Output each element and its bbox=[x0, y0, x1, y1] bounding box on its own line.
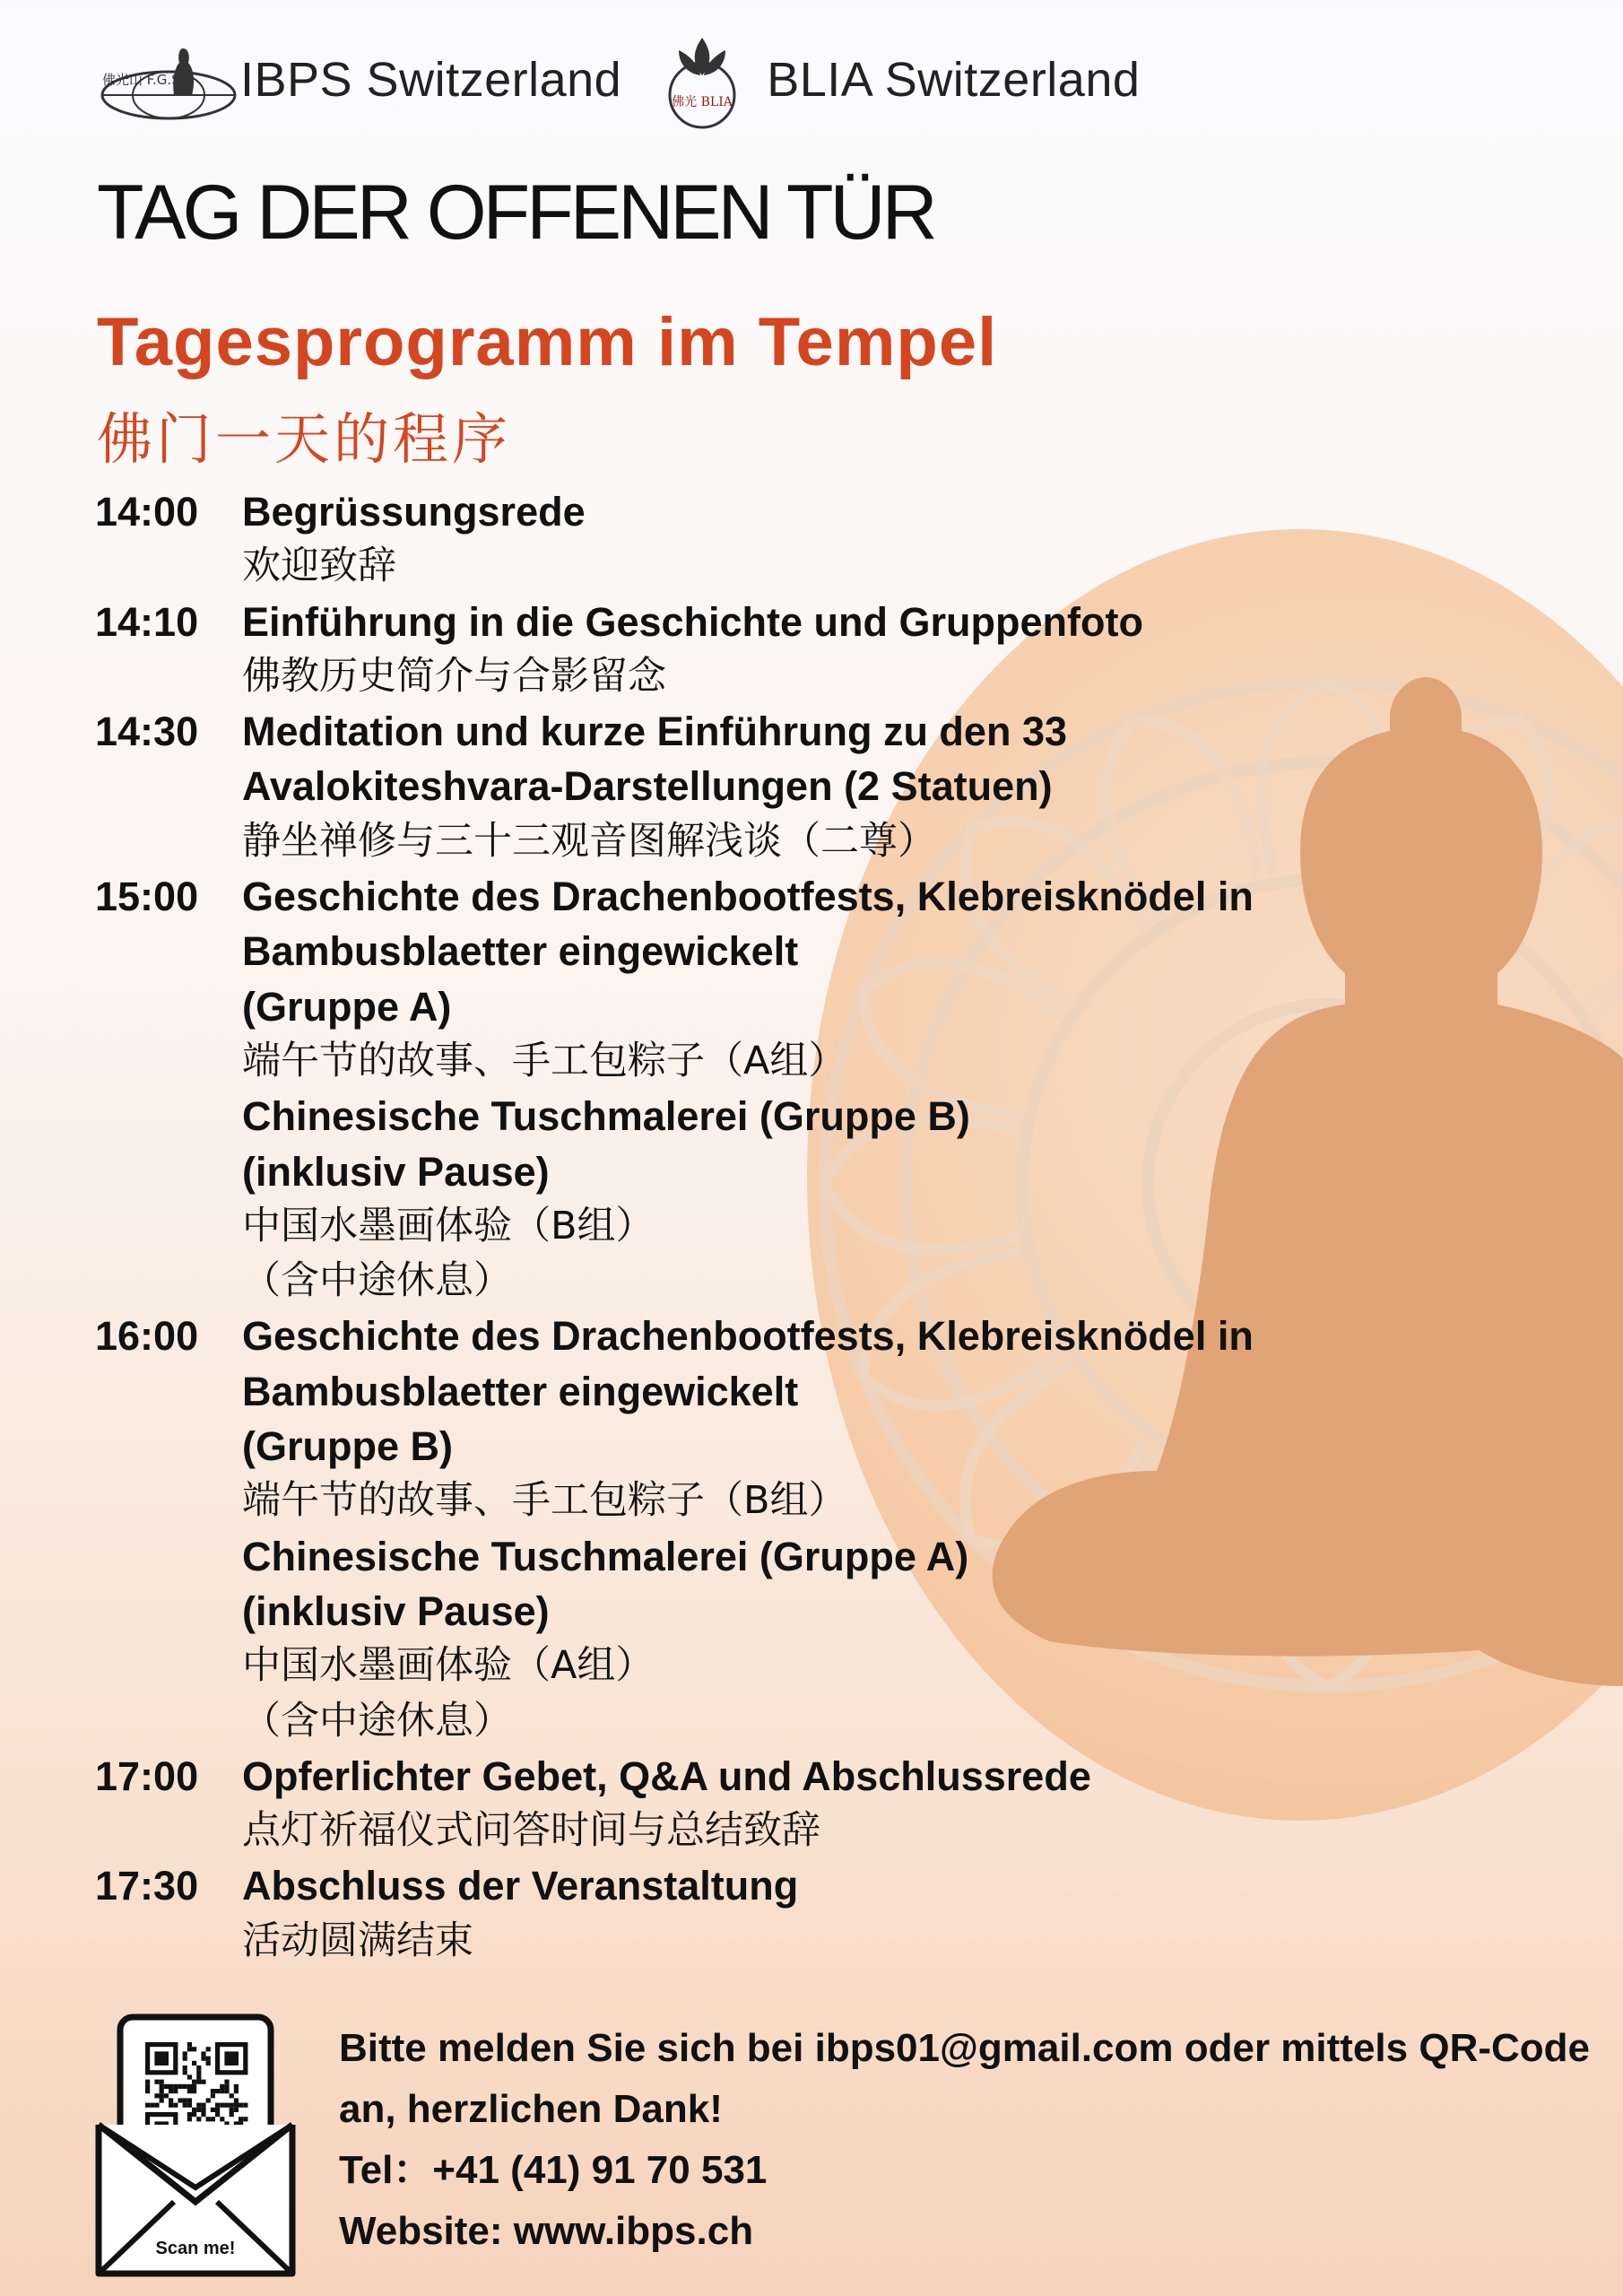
schedule-line-german: Avalokiteshvara-Darstellungen (2 Statuen) bbox=[242, 763, 1053, 810]
schedule-line-german: Geschichte des Drachenbootfests, Klebreisknödel in bbox=[242, 1313, 1254, 1360]
schedule-entry bbox=[95, 704, 1243, 869]
schedule-line-german: Bambusblaetter eingewickelt bbox=[242, 928, 799, 975]
schedule-entry bbox=[95, 595, 1243, 705]
schedule-entry bbox=[95, 1309, 1254, 1748]
program-subtitle: Tagesprogramm im Tempel bbox=[97, 304, 998, 380]
schedule-list bbox=[95, 484, 1254, 1969]
blia-logo-text: 佛光 BLIA bbox=[672, 95, 733, 109]
contact-info bbox=[339, 2018, 1594, 2262]
schedule-line-german: Geschichte des Drachenbootfests, Klebreisknödel in bbox=[242, 874, 1254, 920]
schedule-line-german: (inklusiv Pause) bbox=[242, 1587, 550, 1634]
page-title: TAG DER OFFENEN TÜR bbox=[97, 170, 934, 256]
schedule-description bbox=[242, 484, 1243, 595]
schedule-line-german: Einführung in die Geschichte und Gruppenfoto bbox=[242, 598, 1143, 645]
program-subtitle-chinese: 佛门一天的程序 bbox=[97, 406, 512, 472]
schedule-line-chinese: 活动圆满结束 bbox=[242, 1918, 473, 1963]
schedule-line-german: (inklusiv Pause) bbox=[242, 1148, 550, 1195]
header bbox=[97, 22, 1140, 138]
schedule-line-german: Abschluss der Veranstaltung bbox=[242, 1863, 799, 1909]
schedule-time: 15:00 bbox=[95, 874, 199, 920]
schedule-line-chinese: 中国水墨画体验（A组） bbox=[242, 1643, 655, 1689]
schedule-description bbox=[242, 1858, 1243, 1969]
schedule-entry bbox=[95, 1858, 1243, 1969]
ibps-logo-text: 佛光山 F.G.S. bbox=[102, 72, 185, 88]
schedule-line-chinese: （含中途休息） bbox=[242, 1258, 512, 1304]
schedule-line-chinese: 佛教历史简介与合影留念 bbox=[242, 653, 666, 699]
schedule-line-chinese: （含中途休息） bbox=[242, 1698, 512, 1744]
schedule-line-german: (Gruppe A) bbox=[242, 983, 452, 1030]
schedule-line-chinese: 欢迎致辞 bbox=[242, 544, 396, 589]
qr-code-envelope-icon bbox=[93, 2013, 298, 2283]
schedule-time: 14:10 bbox=[95, 598, 199, 645]
ibps-label: IBPS Switzerland bbox=[240, 53, 622, 107]
schedule-time: 17:30 bbox=[95, 1863, 199, 1909]
scan-me-label: Scan me! bbox=[155, 2239, 236, 2258]
schedule-description bbox=[242, 595, 1243, 705]
telephone: Tel：+41 (41) 91 70 531 bbox=[339, 2148, 768, 2192]
schedule-line-german: Begrüssungsrede bbox=[242, 489, 586, 535]
schedule-entry bbox=[95, 484, 1243, 595]
schedule-line-chinese: 静坐禅修与三十三观音图解浅谈（二尊） bbox=[242, 818, 936, 864]
schedule-description bbox=[242, 1309, 1254, 1748]
schedule-entry bbox=[95, 869, 1254, 1309]
schedule-line-german: Opferlichter Gebet, Q&A und Abschlussrede bbox=[242, 1752, 1091, 1799]
schedule-line-chinese: 端午节的故事、手工包粽子（B组） bbox=[242, 1478, 847, 1524]
schedule-line-german: Meditation und kurze Einführung zu den 33 bbox=[242, 709, 1067, 755]
schedule-description bbox=[242, 704, 1243, 869]
blia-lotus-logo bbox=[657, 30, 747, 129]
schedule-time: 14:00 bbox=[95, 489, 199, 535]
blia-label: BLIA Switzerland bbox=[767, 53, 1141, 107]
schedule-line-german: Chinesische Tuschmalerei (Gruppe B) bbox=[242, 1093, 970, 1140]
ibps-fgs-logo bbox=[97, 30, 240, 129]
schedule-line-chinese: 端午节的故事、手工包粽子（A组） bbox=[242, 1038, 847, 1083]
register-line-2: an, herzlichen Dank! bbox=[339, 2087, 723, 2131]
schedule-time: 16:00 bbox=[95, 1313, 199, 1360]
schedule-entry bbox=[95, 1749, 1243, 1859]
website-link[interactable]: Website: www.ibps.ch bbox=[339, 2209, 754, 2253]
schedule-time: 17:00 bbox=[95, 1752, 199, 1799]
schedule-line-german: (Gruppe B) bbox=[242, 1423, 453, 1470]
schedule-line-german: Bambusblaetter eingewickelt bbox=[242, 1368, 799, 1414]
register-line-1: Bitte melden Sie sich bei ibps01@gmail.com oder mittels QR-Code bbox=[339, 2026, 1591, 2070]
schedule-line-chinese: 中国水墨画体验（B组） bbox=[242, 1203, 655, 1248]
schedule-description bbox=[242, 1749, 1243, 1859]
schedule-description bbox=[242, 869, 1254, 1309]
schedule-line-german: Chinesische Tuschmalerei (Gruppe A) bbox=[242, 1533, 969, 1579]
schedule-time: 14:30 bbox=[95, 709, 199, 755]
schedule-line-chinese: 点灯祈福仪式问答时间与总结致辞 bbox=[242, 1808, 820, 1854]
